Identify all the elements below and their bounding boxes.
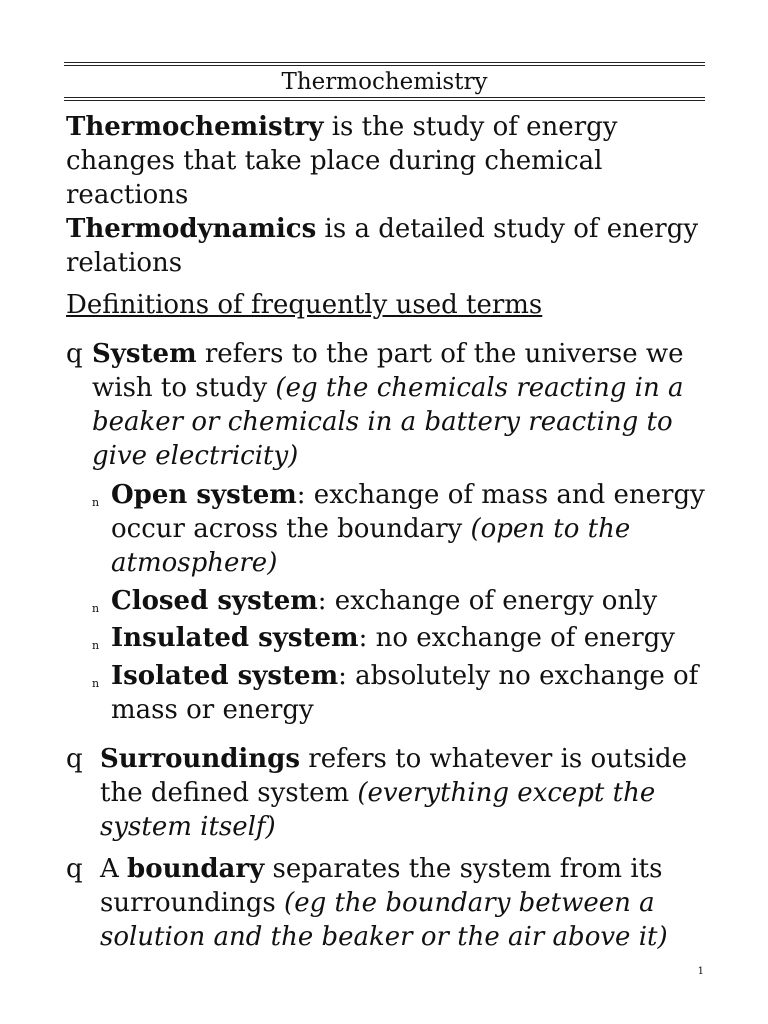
surroundings-definition: Surroundings refers to whatever is outside the defined system (everything except the system itself): [100, 744, 688, 842]
closed-system-item: Closed system: exchange of energy only: [111, 586, 658, 616]
system-bullet-marker: q: [66, 339, 83, 369]
boundary-definition: A boundary separates the system from its surroundings (eg the boundary between a solution and the beaker or the air above it): [100, 854, 668, 952]
definitions-heading: Definitions of frequently used terms: [66, 290, 543, 320]
boundary-bullet-marker: q: [66, 854, 83, 884]
thermochemistry-term: Thermochemistry: [66, 112, 324, 142]
insulated-system-term: Insulated system: [111, 623, 359, 653]
insulated-system-bullet-marker: n: [92, 639, 100, 652]
open-system-item: Open system: exchange of mass and energy occur across the boundary (open to the atmosphere): [111, 480, 705, 578]
header-rule-top-2: [64, 65, 705, 66]
thermochemistry-definition: Thermochemistry is the study of energy changes that take place during chemical reactions: [66, 112, 618, 210]
closed-system-term: Closed system: [111, 586, 318, 616]
page-title: Thermochemistry: [281, 69, 488, 95]
header-rule-top-1: [64, 62, 705, 63]
closed-system-bullet-marker: n: [92, 602, 100, 615]
thermodynamics-definition: Thermodynamics is a detailed study of energy relations: [66, 214, 699, 278]
surroundings-bullet-marker: q: [66, 744, 83, 774]
insulated-system-item: Insulated system: no exchange of energy: [111, 623, 675, 653]
surroundings-term: Surroundings: [100, 744, 301, 774]
isolated-system-term: Isolated system: [111, 661, 339, 691]
header-rule-bottom-2: [64, 100, 705, 101]
boundary-term: boundary: [127, 854, 265, 884]
open-system-term: Open system: [111, 480, 297, 510]
system-term: System: [92, 339, 197, 369]
open-system-bullet-marker: n: [92, 496, 100, 509]
header-rule-bottom-1: [64, 97, 705, 98]
system-definition: System refers to the part of the universe we wish to study (eg the chemicals reacting in a beaker or chemicals in a battery reacting to give electricity): [92, 339, 684, 471]
thermodynamics-term: Thermodynamics: [66, 214, 317, 244]
isolated-system-bullet-marker: n: [92, 677, 100, 690]
isolated-system-item: Isolated system: absolutely no exchange of mass or energy: [111, 661, 699, 725]
page-number: 1: [697, 966, 704, 977]
